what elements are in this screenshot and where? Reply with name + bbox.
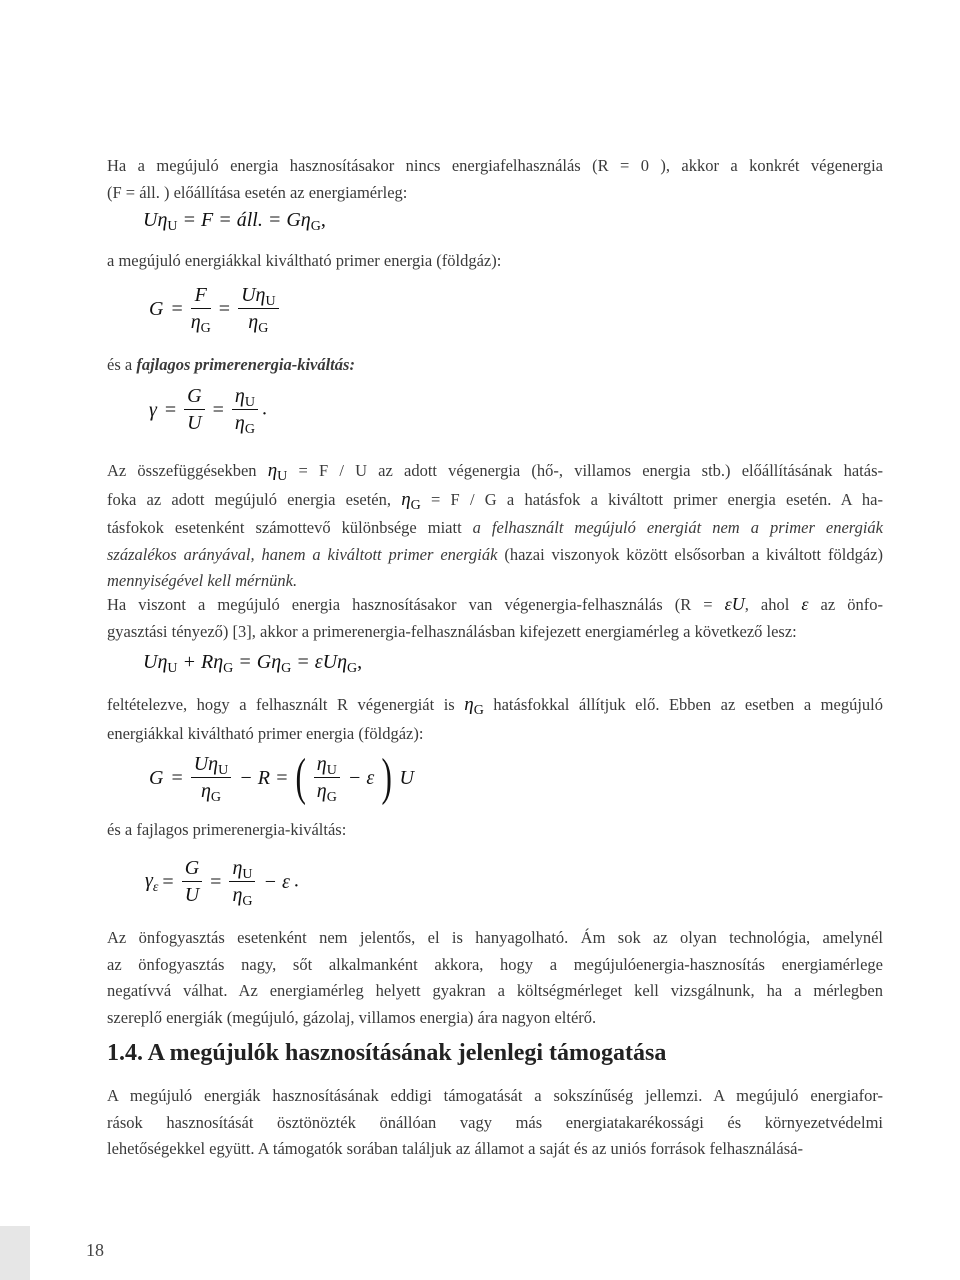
page-number: 18 [86, 1240, 104, 1260]
equation-energy-balance [143, 209, 326, 232]
subscript: U [167, 661, 178, 676]
fraction [238, 284, 279, 334]
subscript: ε [152, 879, 159, 895]
paragraph-2 [107, 248, 883, 275]
symbol: η [401, 488, 411, 510]
eta-g-symbol [401, 488, 421, 513]
fraction [229, 857, 255, 907]
eq-term: − ε [263, 870, 290, 893]
eta-u-symbol [267, 460, 288, 484]
eq-term: G [149, 297, 164, 320]
text-run: = F / U az adott végenergia (hő-, villamos energia stb.) előállításának hatás- [287, 461, 884, 480]
numerator: η [232, 857, 243, 879]
eq-term: , [320, 209, 326, 231]
equation-specific-replacement-with-consumption [145, 857, 299, 907]
text-run: (hazai viszonyok között elsősorban a kiváltott földgáz) [497, 544, 883, 564]
fraction [232, 385, 258, 435]
paragraph-4 [107, 458, 883, 595]
text-run: foka az adott megújuló energia esetén, [107, 489, 402, 509]
text-line [107, 542, 883, 569]
left-paren: ( [295, 749, 307, 806]
text-line: Ha a megújuló energia hasznosításakor nincs energiafelhasználás (R = 0 ), akkor a konkrét végenergia [107, 156, 883, 175]
eq-sign: = [212, 398, 224, 421]
denominator: η [232, 884, 243, 906]
eq-term: . [261, 397, 267, 420]
text-run: hatásfokkal állítjuk elő. Ebben az esetben a megújuló [483, 695, 883, 714]
equation-energy-balance-with-consumption [143, 651, 362, 674]
denominator: η [200, 780, 211, 802]
paragraph-5 [107, 591, 883, 645]
eq-sign: = [162, 870, 174, 893]
text-line: a megújuló energiákkal kiváltható primer energia (földgáz): [107, 251, 502, 270]
text-line: rások hasznosítását ösztönözték önállóan vagy más energiatakarékossági és környezetvédelmi [107, 1112, 883, 1132]
subscript: G [223, 661, 234, 676]
eq-term: Uη [143, 209, 168, 231]
fraction [191, 284, 211, 334]
numerator: F [194, 284, 207, 306]
fraction [184, 385, 204, 435]
eq-sign: = [171, 297, 183, 320]
fraction [314, 753, 340, 803]
subscript: G [410, 497, 421, 513]
eq-term: . [293, 869, 299, 892]
text-line: szereplő energiák (megújuló, gázolaj, villamos energia) ára nagyon eltérő. [107, 1007, 597, 1027]
subscript: G [258, 321, 269, 336]
text-line: (F = áll. ) előállítása esetén az energiamérleg: [107, 182, 408, 202]
italic-run: a felhasznált megújuló energiát nem a primer energiák [472, 518, 883, 537]
eq-term: U [399, 766, 414, 789]
text-line [107, 487, 883, 516]
numerator: η [255, 284, 266, 306]
fraction [182, 857, 202, 907]
eq-term: = Gη [238, 651, 282, 673]
symbol: η [464, 694, 474, 715]
text-run: , ahol [744, 595, 802, 614]
denominator: η [316, 780, 327, 802]
subscript: U [326, 763, 337, 778]
text-line [107, 458, 883, 487]
text-run: = F / G a hatásfok a kiváltott primer energia esetén. A ha- [420, 489, 883, 509]
italic-run: százalékos arányával, hanem a kiváltott primer energiák [107, 544, 498, 564]
footer-bar-decoration [0, 1226, 30, 1280]
text-line: A megújuló energiák hasznosításának eddigi támogatását a sokszínűség jellemzi. A megújuló energiafor- [107, 1086, 883, 1105]
text-run: Az összefüggésekben [107, 461, 268, 480]
numerator: η [316, 753, 327, 775]
denominator: η [248, 311, 259, 333]
section-heading: 1.4. A megújulók hasznosításának jelenlegi támogatása [107, 1040, 667, 1066]
numerator: G [184, 857, 200, 879]
eq-term: γ [149, 398, 157, 421]
right-paren: ) [381, 749, 393, 806]
denominator: η [190, 311, 201, 333]
text-line [107, 515, 883, 542]
math-run: εU [724, 594, 745, 614]
text-run: tásfokok esetenként számottevő különbsége miatt [107, 518, 473, 537]
fraction [191, 753, 232, 803]
eq-term: + Rη [182, 651, 224, 673]
text-line: mennyiségével kell mérnünk. [107, 571, 298, 590]
eq-sign: = [164, 398, 177, 421]
text-line [107, 692, 883, 721]
denominator: U [187, 412, 202, 434]
eq-term: − R = [239, 766, 289, 789]
subscript: U [218, 763, 229, 778]
equation-primer-energy-with-consumption [145, 749, 418, 806]
paragraph-8 [107, 925, 883, 1031]
eq-term: − ε [347, 766, 375, 789]
text-line: lehetőségekkel együtt. A támogatók sorában találjuk az államot a saját és az uniós források felhasználásá- [107, 1139, 803, 1158]
symbol: η [267, 460, 278, 481]
eq-term: = F = áll. = Gη [182, 209, 311, 231]
text-line [107, 591, 883, 619]
eq-sign: = [171, 766, 183, 789]
subscript: G [210, 790, 221, 805]
denominator: U [184, 884, 200, 906]
eq-term: γ [145, 869, 153, 892]
denominator: η [234, 412, 245, 434]
eq-sign: = [218, 297, 231, 320]
math-run: ε [801, 594, 809, 614]
text-line: negatívvá válhat. Az energiamérleg helyett gyakran a költségmérleget kell vizsgálnunk, ha a mérlegben [107, 981, 883, 1000]
subscript: G [326, 790, 337, 805]
eq-sign: = [210, 870, 222, 893]
text-line: energiákkal kiváltható primer energia (földgáz): [107, 723, 424, 743]
text-run: az önfo- [808, 595, 883, 614]
numerator: U [241, 284, 256, 306]
paragraph-1 [107, 153, 883, 206]
text-line: és a fajlagos primerenergia-kiváltás: [107, 820, 347, 839]
eta-g-symbol [464, 694, 484, 718]
bold-term: fajlagos primerenergia-kiváltás: [136, 355, 355, 374]
subscript: G [200, 321, 211, 336]
numerator: G [187, 385, 202, 407]
numerator: η [234, 385, 245, 407]
subscript: G [242, 894, 253, 909]
subscript: G [244, 422, 255, 437]
text-line [107, 352, 883, 379]
text-line: gyasztási tényező) [3], akkor a primerenergia-felhasználásban kifejezett energiamérleg a következő lesz: [107, 621, 797, 641]
equation-primer-energy [145, 284, 283, 334]
eq-term: G [149, 766, 164, 789]
subscript: U [242, 867, 253, 882]
paragraph-7 [107, 817, 883, 844]
subscript: U [244, 395, 255, 410]
eq-term: = εUη [296, 651, 348, 673]
subscript: U [277, 469, 288, 484]
subscript: G [473, 703, 484, 718]
text-run: feltételezve, hogy a felhasznált R végenergiát is [107, 695, 465, 714]
subscript: U [265, 294, 276, 309]
text-run: és a [107, 355, 137, 374]
paragraph-6 [107, 692, 883, 747]
subscript: G [281, 661, 292, 676]
numerator: Uη [193, 753, 219, 775]
eq-term: Uη [143, 651, 168, 673]
text-line: Az önfogyasztás esetenként nem jelentős, el is hanyagolható. Ám sok az olyan technológia, amelynél [107, 928, 883, 947]
paragraph-3 [107, 352, 883, 379]
text-line: az önfogyasztás nagy, sőt alkalmanként akkora, hogy a megújulóenergia-hasznosítás energiamérlege [107, 954, 883, 974]
text-run: Ha viszont a megújuló energia hasznosításakor van végenergia-felhasználás (R = [107, 595, 725, 614]
subscript: G [347, 661, 358, 676]
subscript: U [167, 219, 178, 234]
eq-term: , [357, 651, 363, 673]
subscript: G [310, 219, 321, 234]
equation-specific-replacement [145, 385, 267, 435]
paragraph-9 [107, 1083, 883, 1163]
